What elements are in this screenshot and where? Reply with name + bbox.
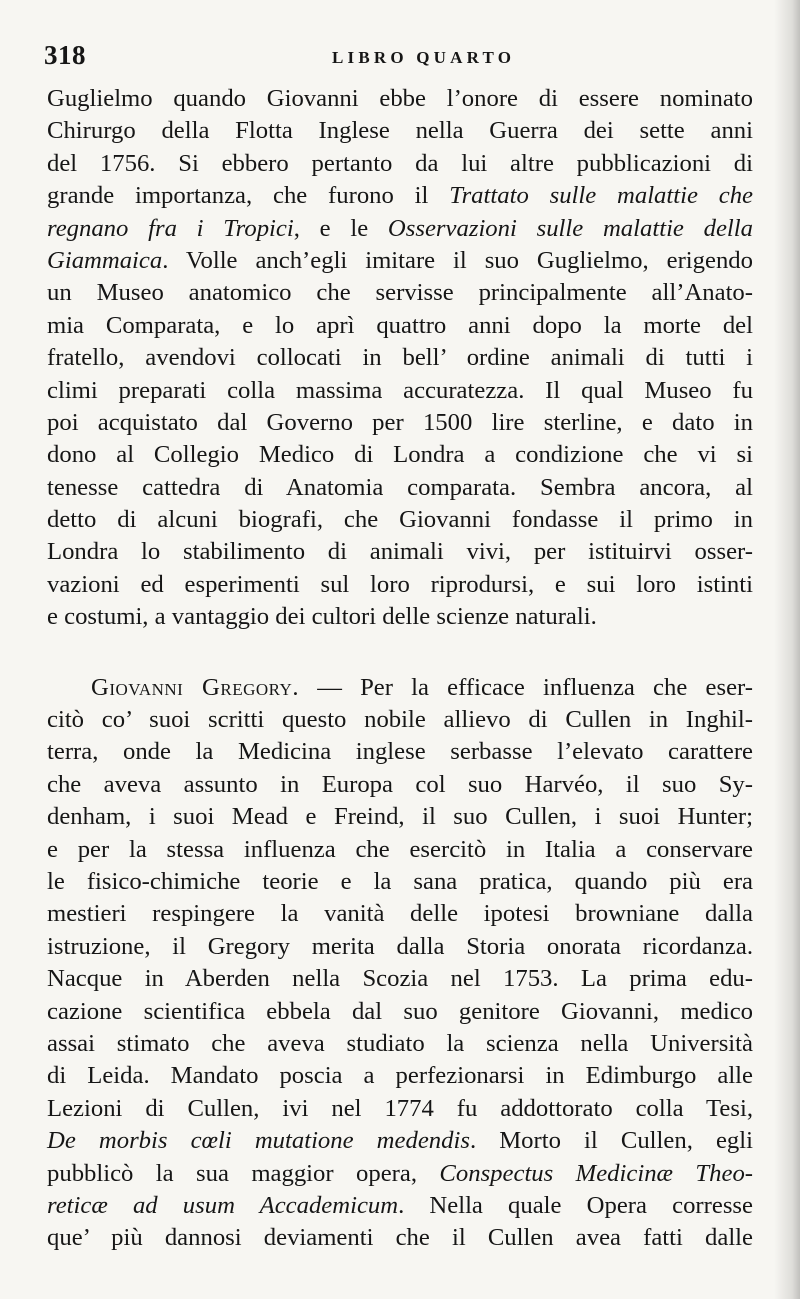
italic-title: Giammaica	[47, 246, 163, 274]
text-line: cazione scientifica ebbela dal suo genitore Giovanni, medico	[47, 997, 753, 1025]
text-line: dono al Collegio Medico di Londra a condizione che vi si	[47, 441, 753, 469]
text-line: e costumi, a vantaggio dei cultori delle scienze naturali.	[47, 603, 597, 631]
text-line: e per la stessa influenza che esercitò in Italia a conservare	[47, 835, 753, 863]
text-line: citò co’ suoi scritti questo nobile allievo di Cullen in Inghil-	[47, 706, 753, 734]
text-line: che aveva assunto in Europa col suo Harvéo, il suo Sy-	[47, 770, 753, 798]
text-line	[47, 1125, 753, 1157]
text-line: le fisico-chimiche teorie e la sana pratica, quando più era	[47, 867, 753, 895]
page-edge-shadow	[774, 0, 800, 1299]
italic-title: reticæ ad usum Accademicum	[47, 1191, 399, 1219]
page-number: 318	[44, 40, 86, 70]
text-line: tenesse cattedra di Anatomia comparata. Sembra ancora, al	[47, 473, 753, 501]
italic-title: Conspectus Medicinæ Theo-	[439, 1159, 754, 1187]
text-line	[47, 245, 753, 277]
text-line: un Museo anatomico che servisse principalmente all’Anato-	[47, 279, 753, 307]
text-line: climi preparati colla massima accuratezza. Il qual Museo fu	[47, 376, 753, 404]
text-line: mestieri respingere la vanità delle ipotesi browniane dalla	[47, 900, 753, 928]
text-line: fratello, avendovi collocati in bell’ ordine animali di tutti i	[47, 344, 753, 372]
body-text	[47, 83, 753, 1255]
text-line: Lezioni di Cullen, ivi nel 1774 fu addottorato colla Tesi,	[47, 1094, 753, 1122]
running-head: LIBRO QUARTO	[332, 48, 516, 67]
text-segment: , e le	[293, 214, 388, 242]
text-line	[47, 1190, 753, 1222]
text-line: denham, i suoi Mead e Freind, il suo Cullen, i suoi Hunter;	[47, 803, 753, 831]
italic-title: regnano fra i Tropici	[47, 214, 294, 242]
text-line: vazioni ed esperimenti sul loro riprodursi, e sui loro istinti	[47, 570, 753, 598]
italic-title: Osservazioni sulle malattie della	[387, 214, 753, 242]
italic-title: Trattato sulle malattie che	[449, 182, 753, 210]
text-line: mia Comparata, e lo aprì quattro anni dopo la morte del	[47, 311, 753, 339]
text-line: Chirurgo della Flotta Inglese nella Guerra dei sette anni	[47, 117, 753, 145]
text-line	[47, 213, 753, 245]
text-line: di Leida. Mandato poscia a perfezionarsi in Edimburgo alle	[47, 1062, 753, 1090]
text-segment: . Nella quale Opera corresse	[398, 1191, 753, 1219]
text-segment: pubblicò la sua maggior opera,	[47, 1159, 440, 1187]
text-line: istruzione, il Gregory merita dalla Storia onorata ricordanza.	[47, 932, 753, 960]
section-heading: Giovanni Gregory.	[91, 673, 299, 701]
text-line	[47, 672, 753, 704]
text-segment: — Per la efficace influenza che eser-	[299, 673, 753, 701]
text-line: que’ più dannosi deviamenti che il Cullen avea fatti dalle	[47, 1224, 753, 1252]
text-line: Nacque in Aberden nella Scozia nel 1753. La prima edu-	[47, 965, 753, 993]
text-line	[47, 180, 753, 212]
text-line: detto di alcuni biografi, che Giovanni fondasse il primo in	[47, 506, 753, 534]
italic-title: De morbis cœli mutatione medendis	[47, 1127, 470, 1155]
text-line: Guglielmo quando Giovanni ebbe l’onore di essere nominato	[47, 85, 753, 112]
text-line: assai stimato che aveva studiato la scienza nella Università	[47, 1029, 753, 1057]
text-segment: . Volle anch’egli imitare il suo Guglielmo, erigendo	[162, 246, 753, 274]
text-line: poi acquistato dal Governo per 1500 lire sterline, e dato in	[47, 408, 753, 436]
text-line: Londra lo stabilimento di animali vivi, per istituirvi osser-	[47, 538, 753, 566]
paragraph-gap	[47, 634, 753, 672]
page-header	[44, 40, 764, 80]
text-line: terra, onde la Medicina inglese serbasse l’elevato carattere	[47, 738, 753, 766]
text-segment: grande importanza, che furono il	[47, 182, 450, 210]
text-line	[47, 1158, 753, 1190]
text-line: del 1756. Si ebbero pertanto da lui altre pubblicazioni di	[47, 149, 753, 177]
text-segment: . Morto il Cullen, egli	[469, 1127, 753, 1155]
